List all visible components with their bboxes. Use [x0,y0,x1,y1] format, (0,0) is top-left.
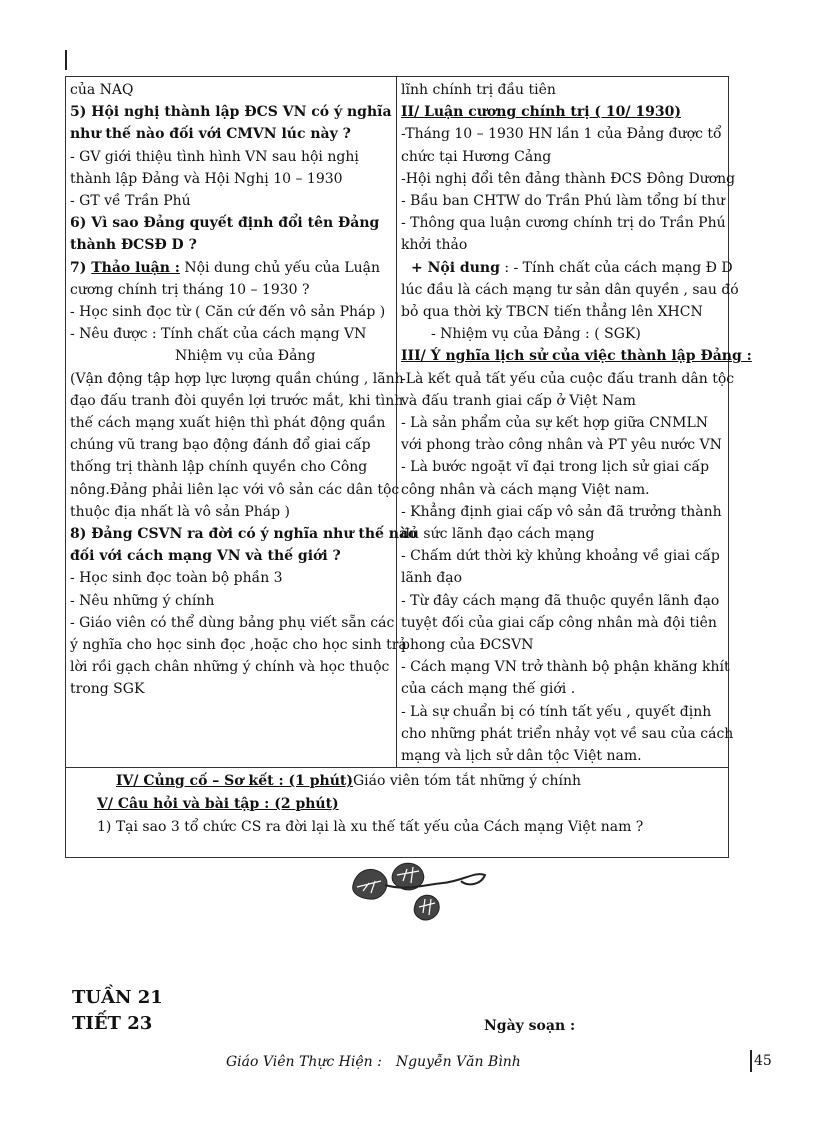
text-line: - Nêu được : Tính chất của cách mạng VN [70,326,367,343]
page-mark [750,1050,752,1072]
text-line: II/ Luận cương chính trị ( 10/ 1930) [401,104,681,121]
text-line: đủ sức lãnh đạo cách mạng [401,526,595,543]
content-label: + Nội dung [411,259,500,276]
lesson-content-column [401,79,752,767]
text-line: với phong trào công nhân và PT yêu nước VN [401,437,722,454]
text-line: khởi thảo [401,237,468,254]
column-divider [396,77,397,767]
text-line: như thế nào đối với CMVN lúc này ? [70,126,351,143]
text-line: Nhiệm vụ của Đảng [175,348,316,365]
text-line: - Học sinh đọc toàn bộ phần 3 [70,570,283,587]
text-line: - Là bước ngoặt vĩ đại trong lịch sử giai cấp [401,459,710,476]
text-line: (Vận động tập hợp lực lượng quần chúng , lãnh [70,370,404,387]
text-line: III/ Ý nghĩa lịch sử của việc thành lập Đảng : [401,348,752,365]
text-line: -Hội nghị đổi tên đảng thành ĐCS Đông Dương [401,170,736,187]
question-1: 1) Tại sao 3 tổ chức CS ra đời lại là xu thế tất yếu của Cách mạng Việt nam ? [97,819,644,835]
teacher-name: Nguyễn Văn Bình [395,1054,521,1070]
text-line: lĩnh chính trị đầu tiên [401,82,556,98]
text-line: - Cách mạng VN trở thành bộ phận khăng khít [401,659,730,676]
page-number: 45 [754,1053,772,1069]
text-line: - Là sản phẩm của sự kết hợp giữa CNMLN [401,415,708,432]
text-line: - Khẳng định giai cấp vô sản đã trưởng thành [401,503,722,520]
text-line: 6) Vì sao Đảng quyết định đổi tên Đảng [70,215,380,232]
text-line: trong SGK [70,681,145,698]
text-line: của cách mạng thế giới . [401,681,576,698]
text-line: cương chính trị tháng 10 – 1930 ? [70,281,310,298]
text-line: - Nêu những ý chính [70,592,215,609]
consolidation-line [116,773,581,789]
text-line: đạo đấu tranh đòi quyền lợi trước mắt, khi tình [70,392,404,409]
teacher-line [226,1054,535,1070]
content-text: : - Tính chất của cách mạng Đ D [499,259,733,276]
text-line: đối với cách mạng VN và thế giới ? [70,548,341,565]
text-line: công nhân và cách mạng Việt nam. [401,481,650,498]
text-line: - Giáo viên có thể dùng bảng phụ viết sẵn các [70,614,395,631]
text-line: 5) Hội nghị thành lập ĐCS VN có ý nghĩa [70,104,392,121]
text-line: thuộc địa nhất là vô sản Pháp ) [70,503,291,520]
text-line: của NAQ [70,82,134,98]
text-line: - Chấm dứt thời kỳ khủng khoảng về giai cấp [401,548,720,565]
text-line: - Từ đây cách mạng đã thuộc quyền lãnh đạo [401,592,720,609]
text-line: thế cách mạng xuất hiện thì phát động quần [70,415,386,432]
discussion-line [70,257,392,279]
content-line [401,257,733,279]
consolidation-label: IV/ Củng cố – Sơ kết : (1 phút) [116,773,353,789]
text-line: chức tại Hương Cảng [401,148,552,165]
text-line: và đấu tranh giai cấp ở Việt Nam [401,392,636,409]
text-line: thành lập Đảng và Hội Nghị 10 – 1930 [70,170,343,187]
text-line: - Thông qua luận cương chính trị do Trần Phú [401,215,726,232]
text-line: -Là kết quả tất yếu của cuộc đấu tranh dân tộc [401,370,735,387]
leaf-ornament-icon [345,855,490,935]
text-line: - Bầu ban CHTW do Trần Phú làm tổng bí thư [401,193,725,210]
text-line: ý nghĩa cho học sinh đọc ,hoặc cho học sinh trả [70,637,407,654]
text-line: lãnh đạo [401,570,463,587]
preparation-date-label: Ngày soạn : [484,1018,576,1034]
summary-section [65,767,729,858]
text-line: mạng và lịch sử dân tộc Việt nam. [401,748,642,765]
text-line: phong của ĐCSVN [401,637,534,654]
text-line: lời rồi gạch chân những ý chính và học thuộc [70,659,390,676]
text-line: thành ĐCSĐ D ? [70,237,197,254]
text-line: nông.Đảng phải liên lạc với vô sản các dân tộc [70,481,400,498]
text-line: lúc đầu là cách mạng tư sản dân quyền , sau đó [401,281,739,298]
text-line: cho những phát triển nhảy vọt về sau của cách [401,725,734,742]
text-line: - GT về Trần Phú [70,193,191,210]
text-line: - GV giới thiệu tình hình VN sau hội nghị [70,148,359,165]
teacher-label: Giáo Viên Thực Hiện : [226,1054,382,1070]
text-line: 8) Đảng CSVN ra đời có ý nghĩa như thế nào [70,526,418,543]
period-label: TIẾT 23 [72,1013,153,1034]
homework-label: V/ Câu hỏi và bài tập : (2 phút) [97,796,339,812]
teacher-activity-column [70,79,418,701]
discussion-number: 7) [70,259,92,276]
text-line: - Là sự chuẩn bị có tính tất yếu , quyết định [401,703,712,720]
text-line: chúng vũ trang bạo động đánh đổ giai cấp [70,437,371,454]
text-line: bỏ qua thời kỳ TBCN tiến thẳng lên XHCN [401,304,703,321]
text-line: -Tháng 10 – 1930 HN lần 1 của Đảng được tổ [401,126,722,143]
discussion-text: Nội dung chủ yếu của Luận [179,259,381,276]
text-line: - Học sinh đọc từ ( Căn cứ đến vô sản Pháp ) [70,304,386,321]
consolidation-text: Giáo viên tóm tắt những ý chính [352,773,582,789]
text-line: tuyệt đối của giai cấp công nhân mà đội tiên [401,614,717,631]
discussion-label: Thảo luận : [91,259,180,276]
text-line: - Nhiệm vụ của Đảng : ( SGK) [431,326,641,343]
lesson-table [65,76,752,768]
week-label: TUẦN 21 [72,987,163,1008]
margin-mark [65,50,67,70]
text-line: thống trị thành lập chính quyền cho Công [70,459,368,476]
